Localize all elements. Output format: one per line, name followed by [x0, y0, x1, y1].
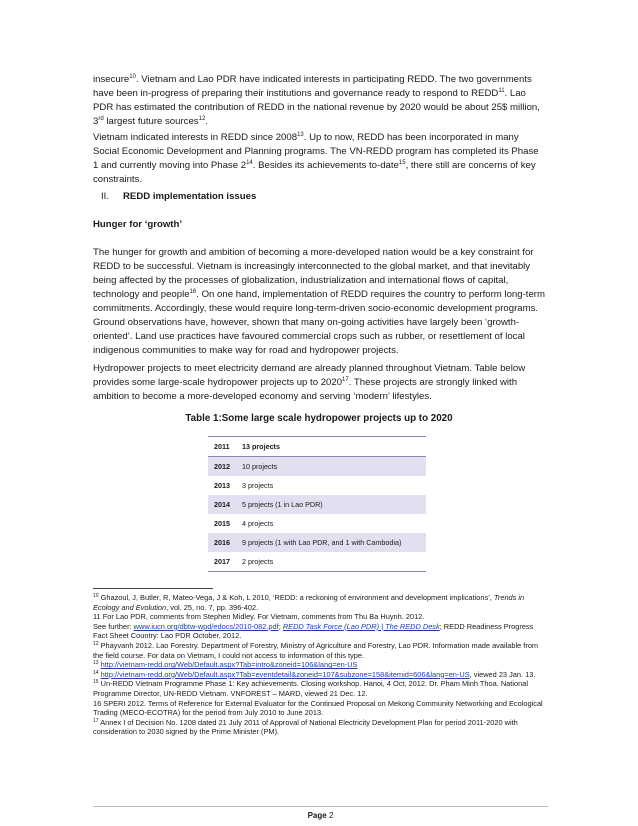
body-paragraph: insecure$^{10}$. Vietnam and Lao PDR have indicated interests in participating REDD. The two governments have been in-progress of preparing their institutions and governance ready to respond to REDD$^{11}$. Lao PDR has estimated the contribution of REDD in the national revenue by 2020 would be about 25$ million, 3rd largest future sources$^{12}$.: [93, 74, 540, 127]
section-heading: [93, 190, 545, 204]
table-row: [208, 437, 426, 457]
table-cell-value: 13 projects: [236, 437, 426, 457]
section-title: REDD implementation issues: [123, 191, 257, 202]
footnote-divider: [93, 588, 213, 589]
table-cell-year: 2013: [214, 481, 230, 490]
table-row: [208, 457, 426, 477]
footnote-link[interactable]: http://vietnam-redd.org/Web/Default.aspx?Tab=eventdetail&zoneid=107&subzone=158&itemid=606&lang=en-US: [100, 669, 470, 679]
table-row: [208, 514, 426, 533]
table-cell-value: 10 projects: [236, 457, 426, 477]
footnote: $^{15}$ Un-REDD Vietnam Programme Phase 1: Key achievements. Closing workshop. Hanoi, 4 Oct, 2012. Dr. Pham Minh Thoa. National Programme Director, UN-REDD Vietnam. VNFOREST – MARD, viewed 21 Dec. 12.: [93, 679, 528, 698]
table-caption: Table 1:Some large scale hydropower projects up to 2020: [185, 413, 453, 424]
table-row: [208, 552, 426, 572]
hydropower-table: [208, 436, 426, 572]
footnote: See further: www.iucn.org/dbtw-wpd/edocs/2010-082.pdf; REDD Task Force (Lao PDR) | The REDD Desk; REDD Readiness Progress Fact Sheet Country: Lao PDR October, 2012.: [93, 621, 534, 641]
page-number: 2: [328, 811, 334, 820]
footnote: 16 SPERI 2012. Terms of Reference for External Evaluator for the Continued Proposal on Mekong Community Networking and Ecological Trading (MECO-ECOTRA) for the period from July 2010 to June 2013.: [93, 698, 543, 718]
footnote: $^{14}$ http://vietnam-redd.org/Web/Default.aspx?Tab=eventdetail&zoneid=107&subzone=158&itemid=606&lang=en-US, viewed 23 Jan. 13.: [93, 669, 536, 679]
table-cell-value: 5 projects (1 in Lao PDR): [236, 495, 426, 514]
footnote-link[interactable]: http://vietnam-redd.org/Web/Default.aspx?Tab=intro&zoneid=106&lang=en-US: [100, 660, 358, 670]
table-cell-year: 2011: [208, 437, 236, 457]
table-cell-year: 2015: [214, 519, 230, 528]
table-row: [208, 495, 426, 514]
footnotes: [93, 593, 548, 737]
footer-divider: [93, 806, 548, 807]
page-label: Page: [307, 811, 327, 820]
body-paragraph: Vietnam indicated interests in REDD since 2008$^{13}$. Up to now, REDD has been incorporated in many Social Economic Development and Planning programs. The VN-REDD program has completed its Phase 1 and currently moving into Phase $2^{14}$. Besides its achievements to-date$^{15}$, there still are concerns of key constraints.: [93, 132, 539, 185]
page-footer: [93, 811, 548, 820]
table-cell-year: 2017: [208, 552, 236, 572]
body-paragraph: The hunger for growth and ambition of becoming a more-developed nation would be a key constraint for REDD to be successful. Vietnam is increasingly interconnected to the global market, and that inevitably being affected by the processes of globalization, industrialization and international flows of capital, technology and people$^{16}$. On one hand, implementation of REDD requires the country to perform long-term commitments. Accordingly, these would require long-term-driven socio-economic development programs. Ground observations have, however, shown that many on-going activities have largely been ‘growth-oriented’. Land use practices have favoured commercial crops such as rubber, or resettlement of local indigenous communities to make way for road and hydropower projects.: [93, 247, 545, 356]
section-number: II.: [101, 191, 109, 202]
table-row: [208, 533, 426, 552]
footnote: $^{12}$ Phayvanh 2012. Lao Forestry. Department of Forestry, Ministry of Agriculture and Forestry, Lao PDR. Information made available from the field course. For data on Vietnam, I could not access to information of this type.: [93, 640, 539, 660]
table-cell-year: 2012: [208, 457, 236, 477]
footnote: 11 For Lao PDR, comments from Stephen Midley. For Vietnam, comments from Thu Ba Huynh. 2012.: [93, 612, 425, 622]
table-cell-value: 4 projects: [242, 519, 274, 528]
subheading: Hunger for ‘growth’: [93, 219, 182, 230]
body-paragraph: Hydropower projects to meet electricity demand are already planned throughout Vietnam. Table below provides some large-scale hydropower projects up to 2020$^{17}$. These projects are strongly linked with ambition to become a more-developed economy and serving ‘modern’ lifestyles.: [93, 363, 526, 402]
table-cell-value: 9 projects (1 with Lao PDR, and 1 with Cambodia): [236, 533, 426, 552]
table-cell-value: 2 projects: [236, 552, 426, 572]
footnote: $^{17}$ Annex I of Decision No. 1208 dated 21 July 2011 of Approval of National Electricity Development Plan for period 2011-2020 with consideration to 2030 signed by the Prime Minister (PM).: [93, 717, 518, 737]
footnote: $^{10}$ Ghazoul, J, Butler, R, Mateo-Vega, J & Koh, L 2010, ‘REDD: a reckoning of environment and development implications’, Trends in Ecology and Evolution, vol. 25, no. 7, pp. 396-402.: [93, 593, 525, 612]
table-cell-value: 3 projects: [242, 481, 274, 490]
table-row: [208, 476, 426, 495]
table-cell-year: 2016: [208, 533, 236, 552]
table-cell-year: 2014: [208, 495, 236, 514]
footnote-link[interactable]: REDD Task Force (Lao PDR) | The REDD Desk: [282, 621, 440, 631]
footnote-link[interactable]: www.iucn.org/dbtw-wpd/edocs/2010-082.pdf: [133, 621, 279, 631]
footnote: $^{13}$ http://vietnam-redd.org/Web/Default.aspx?Tab=intro&zoneid=106&lang=en-US: [93, 660, 358, 670]
